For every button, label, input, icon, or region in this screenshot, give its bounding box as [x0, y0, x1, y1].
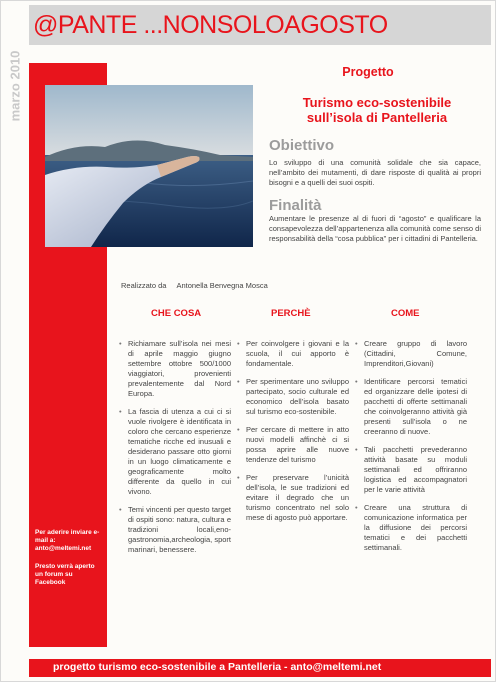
credit-label: Realizzato da — [121, 281, 167, 290]
column-what — [119, 339, 231, 563]
purpose-text: Aumentare le presenze al di fuori di “agosto” e qualificare la consapevolezza dell’appartenenza alla comunità come senso di responsabilità della “cosa pubblica” per i cittadini di Pantelleria. — [269, 214, 481, 243]
project-title-line2: sull’isola di Pantelleria — [306, 110, 448, 125]
footer-text: progetto turismo eco-sostenibile a Pantelleria - anto@meltemi.net — [53, 661, 382, 673]
sea-photo — [45, 85, 253, 247]
credit-line — [121, 281, 268, 290]
project-title-line1: Turismo eco-sostenibile — [302, 95, 452, 110]
list-item: • Richiamare sull’isola nei mesi di aprile maggio giugno settembre ottobre 500/1000 viaggiatori, provenienti prevalentemente dal Nord Europa. — [119, 339, 231, 399]
list-item: • Creare gruppo di lavoro (Cittadini, Comune, Imprenditori,Giovani) — [355, 339, 467, 369]
list-item: • Per coinvolgere i giovani e la scuola, il cui apporto è fondamentale. — [237, 339, 349, 369]
list-item: • Per cercare di mettere in atto nuovi modelli affinchè ci si possa aprire alle nuove tendenze del turismo — [237, 425, 349, 465]
join-note: Per aderire inviare e-mail a: anto@meltemi.net — [35, 529, 100, 552]
date-label: marzo 2010 — [7, 50, 23, 122]
list-item: • La fascia di utenza a cui ci si vuole rivolgere è identificata in coloro che cercano esperienze tematiche ricche ed inusuali e desiderano passare otto giorni in un luogo climaticamente e geograficamente molto differente da quello in cui vivono. — [119, 407, 231, 497]
objective-text: Lo sviluppo di una comunità solidale che sia capace, nell’ambito dei mutamenti, di dare risposte di qualità ai propri bisogni e a quelli dei suoi ospiti. — [269, 158, 481, 187]
list-item: • Per preservare l’unicità dell’isola, le sue tradizioni ed evitare il degrado che un turismo concentrato nel solo mese di agosto può apportare. — [237, 473, 349, 523]
list-item: • Creare una struttura di comunicazione informatica per la diffusione dei percorsi tematici e dei pacchetti settimanali. — [355, 503, 467, 553]
footer-bar — [29, 659, 491, 677]
column-heading-what: CHE COSA — [151, 308, 202, 319]
project-label: Progetto — [342, 65, 394, 79]
side-date — [5, 41, 25, 131]
header-bar — [29, 5, 491, 45]
column-why — [237, 339, 349, 531]
objective-heading: Obiettivo — [269, 137, 335, 154]
list-item: • Temi vincenti per questo target di ospiti sono: natura, cultura e tradizioni locali,eno-gastronomia,archeologia, sport marinari, benessere. — [119, 505, 231, 555]
list-item: • Tali pacchetti prevederanno attività basate su moduli settimanali ed offriranno logistica ed accompagnatori per le varie attività — [355, 445, 467, 495]
forum-note: Presto verrà aperto un forum su Facebook — [35, 563, 95, 586]
list-item: • Identificare percorsi tematici ed organizzare delle ipotesi di pacchetti di offerte settimanali che coinvolgeranno attività già presenti sull’isola o ne creeranno di nuove. — [355, 377, 467, 437]
column-how — [355, 339, 467, 561]
header-title: @PANTE ...NONSOLOAGOSTO — [33, 11, 388, 39]
column-heading-why: PERCHÈ — [271, 308, 311, 319]
sea-photo-illustration — [45, 85, 253, 247]
purpose-heading: Finalità — [269, 197, 322, 214]
list-item: • Per sperimentare uno sviluppo partecipato, socio culturale ed economico dell’isola basato sul turismo eco-sostenibile. — [237, 377, 349, 417]
column-heading-how: COME — [391, 308, 420, 319]
credit-name: Antonella Benvegna Mosca — [176, 281, 268, 290]
